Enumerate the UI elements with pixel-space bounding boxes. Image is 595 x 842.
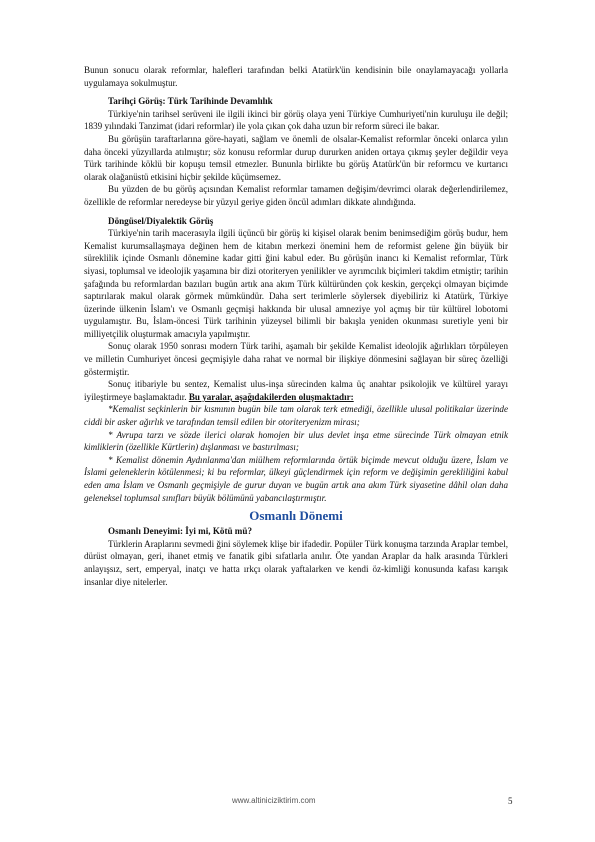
section-heading-cyclical-view: Döngüsel/Diyalektik Görüş [108, 215, 214, 226]
page-footer [0, 796, 595, 810]
quote-item: * Avrupa tarzı ve sözde ilerici olarak homojen bir ulus devlet inşa etme sürecinde Türk olmayan etnik kimliklerin (özellikle Kürtlerin) dışlanması ve bastırılması; [84, 429, 508, 453]
section-heading-historical-view: Tarihçi Görüş: Türk Tarihinde Devamlılık [108, 96, 273, 107]
paragraph-text: Sonuç itibariyle bu sentez, Kemalist ulus-inşa sürecinden kalma üç anahtar psikolojik ve kültürel yarayı iyileştirmeye başlamaktadır. [84, 379, 508, 402]
quote-item: * Kemalist dönemin Aydınlanma'dan miülhem reformlarında örtük biçimde mevcut olduğu üzere, İslam ve İslami geleneklerin kötülenmesi; ki bu reformlar, ülkeyi güçlendirmek için reform ve değişimin gerekliliğini kabul eden ama İslam ve Osmanlı geçmişiyle de gurur duyan ve bugün artık ana akım Türk siyasetine dâhil olan daha geleneksel toplumsal sınıfları büyük bölümünü yabancılaştırmıştır. [84, 454, 508, 503]
paragraph: Sonuç olarak 1950 sonrası modern Türk tarihi, aşamalı bir şekilde Kemalist ideolojik ağırlıkları törpüleyen ve milletin Cumhuriyet öncesi geçmişiyle daha rahat ve normal bir ilişkiye dönmesini sağlayan bir süreç özelliği göstermiştir. [84, 341, 508, 377]
paragraph: Türklerin Araplarını sevmedi ğini söylemek klişe bir ifadedir. Popüler Türk konuşma tarzında Araplar tembel, dürüst olmayan, geri, ihanet etmiş ve fanatik gibi sıfatlarla anılır. Öte yandan Araplar da halk arasında Türkleri anlayışsız, sert, emperyal, inatçı ve hatta ırkçı olarak yaftalarken ve kendi öz-kimliği konusunda kafası karışık insanlar diye nitelerler. [84, 538, 508, 587]
paragraph: Türkiye'nin tarih macerasıyla ilgili üçüncü bir görüş ki kişisel olarak benim benimsediğim görüş budur, hem Kemalist kurumsallaşmaya değinen hem de kitabın merkezi önemini hem de reformist gelene ğin büyük bir süreklilik içinde Osmanlı dönemine kadar gitti ğini kabul eder. Bu görüşün inancı ki Kemalist reformlar, Türk siyasi, toplumsal ve ideolojik yaşamına bir dizi otoriteryen yenilikler ve ayrımcılık biçimleri takdim etmiştir; tarihin şafağında bu reformlardan bazıları bugün artık ana akım Türk kültüründen çok keskin, gerçekçi olmayan biçimde saptırılarak makul olarak görmek mümkündür. Daha sert terimlerle söylersek diyebiliriz ki Atatürk, Türkiye üzerinde ülkenin İslam'ı ve Osmanlı geçmişi hakkında bir ulusal amneziye yol açmış bir tür kültürel lobotomi uygulamıştır. Bu, İslam-öncesi Türk tarihinin yüzeysel bilimli bir bakışla yeniden okunması suretiyle yeni bir milliyetçilik oluşturmak amacıyla yapılmıştır. [84, 228, 508, 339]
paragraph [84, 378, 508, 403]
page-number: 5 [508, 796, 513, 806]
emphasized-phrase: Bu yaralar, aşağıdakilerden oluşmaktadır: [188, 391, 354, 402]
footer-url[interactable]: www.altiniciziktirim.com [232, 796, 316, 805]
paragraph: Bu yüzden de bu görüş açısından Kemalist reformlar tamamen değişim/devrimci olarak değerlendirilemez, özellikle de reformlar neredeyse bir yüzyıl geriye giden öncül adımları dikkate alındığında. [84, 184, 508, 207]
page-content [84, 64, 508, 588]
chapter-title: Osmanlı Dönemi [249, 508, 343, 524]
quote-item: *Kemalist seçkinlerin bir kısmının bugün bile tam olarak terk etmediği, özellikle ulusal politikalar üzerinde ciddi bir asker ağırlık ve tarafından temsil edilen bir otoriteryenizm mirası; [84, 404, 508, 428]
paragraph: Türkiye'nin tarihsel serüveni ile ilgili ikinci bir görüş olaya yeni Türkiye Cumhuriyeti'nin kuruluşu ile değil; 1839 yılındaki Tanzimat (idari reformlar) ile yola çıkan çok daha uzun bir reform süreci ile bakar. [84, 108, 508, 132]
paragraph: Bu görüşün taraftarlarına göre-hayati, sağlam ve önemli de olsalar-Kemalist reformlar önceki onlarca yılın daha önceki yüzyıllarda atılmıştır; söz konusu reformlar durup dururken aniden ortaya çıkmış şeyler değildir veya Türk tarihinde köklü bir kopuşu temsil etmezler. Bununla birlikte bu görüş Atatürk'ün bir reformcu ve kurtarıcı olarak olağanüstü etkisini hiçbir şekilde küçümsemez. [84, 133, 508, 182]
section-heading-ottoman-experience: Osmanlı Deneyimi: İyi mi, Kötü mü? [108, 526, 252, 537]
paragraph: Bunun sonucu olarak reformlar, halefleri tarafından belki Atatürk'ün kendisinin bile onaylamayacağı yollarla uygulamaya sokulmuştur. [84, 65, 508, 88]
